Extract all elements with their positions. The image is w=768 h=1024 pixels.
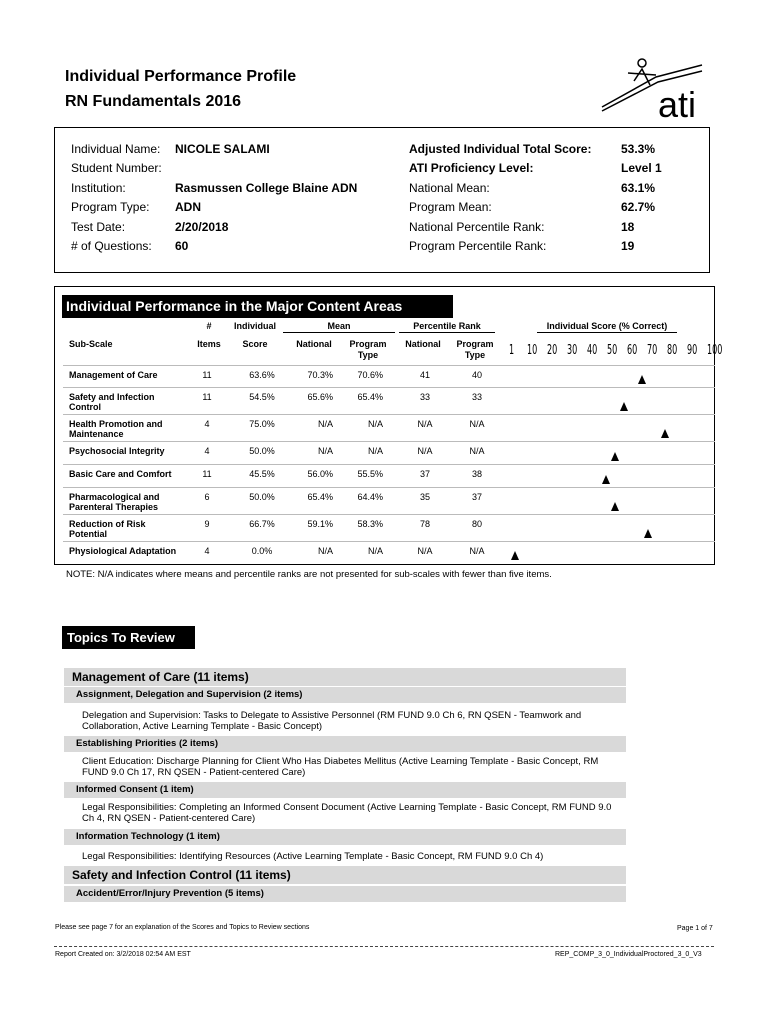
individual-name: NICOLE SALAMI — [175, 142, 270, 156]
pr-program-cell: N/A — [469, 446, 485, 456]
performance-row — [63, 464, 715, 488]
topic-item: Delegation and Supervision: Tasks to Delegate to Assistive Personnel (RM FUND 9.0 Ch 6, RN QSEN - Teamwork and Collaboration, Active Learning Template - Basic Concept) — [82, 710, 582, 732]
info-label: National Mean: — [409, 181, 490, 195]
score-marker — [644, 529, 652, 538]
mean-header: Mean — [283, 321, 395, 333]
info-label: Student Number: — [71, 161, 162, 175]
score-marker — [602, 475, 610, 484]
items-header-top: # — [206, 321, 212, 331]
mean-program-cell: 58.3% — [357, 519, 383, 529]
mean-national-cell: N/A — [317, 419, 333, 429]
items-cell: 9 — [204, 519, 210, 529]
pr-program-header: Program Type — [456, 339, 494, 360]
score-marker — [611, 452, 619, 461]
scale-tick-label: 50 — [607, 343, 618, 358]
pr-national-header: National — [405, 339, 441, 349]
performance-row — [63, 514, 715, 542]
topic-subcategory: Accident/Error/Injury Prevention (5 items) — [64, 886, 626, 902]
pr-national-cell: 41 — [419, 370, 430, 380]
mean-program-cell: 55.5% — [357, 469, 383, 479]
mean-program-header: Program Type — [349, 339, 387, 360]
national-mean: 63.1% — [621, 181, 656, 195]
performance-table — [54, 286, 723, 565]
national-percentile: 18 — [621, 220, 635, 234]
score-cell: 50.0% — [249, 492, 275, 502]
mean-national-cell: 65.4% — [307, 492, 333, 502]
mean-national-cell: 56.0% — [307, 469, 333, 479]
scale-tick-label: 40 — [587, 343, 598, 358]
scale-tick-label: 80 — [667, 343, 678, 358]
total-score: 53.3% — [621, 142, 656, 156]
topic-subcategory: Information Technology (1 item) — [64, 829, 626, 845]
mean-program-cell: 64.4% — [357, 492, 383, 502]
mean-program-cell: N/A — [367, 419, 383, 429]
mean-program-cell: N/A — [367, 546, 383, 556]
performance-row — [63, 387, 715, 415]
pr-program-cell: 40 — [471, 370, 482, 380]
topic-subcategory: Establishing Priorities (2 items) — [64, 736, 626, 752]
institution: Rasmussen College Blaine ADN — [175, 181, 358, 195]
subscale-name: Safety and Infection Control — [69, 392, 155, 412]
info-label: Individual Name: — [71, 142, 161, 156]
na-note: NOTE: N/A indicates where means and percentile ranks are not presented for sub-scales with fewer than five items. — [66, 569, 552, 580]
score-cell: 63.6% — [249, 370, 275, 380]
performance-title: Individual Performance in the Major Content Areas — [62, 295, 453, 318]
report-code: REP_COMP_3_0_IndividualProctored_3_0_V3 — [555, 951, 702, 958]
info-label: Program Mean: — [409, 200, 492, 214]
page-number: Page 1 of 7 — [677, 925, 713, 932]
pr-national-cell: N/A — [417, 446, 433, 456]
score-header-top: Individual — [233, 321, 276, 331]
program-mean: 62.7% — [621, 200, 656, 214]
scale-tick-label: 100 — [707, 343, 723, 358]
mean-program-cell: 70.6% — [357, 370, 383, 380]
subscale-name: Physiological Adaptation — [69, 546, 177, 556]
pr-program-cell: N/A — [469, 546, 485, 556]
score-cell: 54.5% — [249, 392, 275, 402]
ati-logo — [598, 55, 708, 121]
scale-tick-label: 10 — [527, 343, 538, 358]
pr-program-cell: 38 — [471, 469, 482, 479]
footer-explanation: Please see page 7 for an explanation of the Scores and Topics to Review sections — [55, 924, 310, 931]
topic-item: Client Education: Discharge Planning for Client Who Has Diabetes Mellitus (Active Learning Template - Basic Concept, RM FUND 9.0 Ch 17, RN QSEN - Patient-centered Care) — [82, 756, 599, 778]
report-created: Report Created on: 3/2/2018 02:54 AM EST — [55, 951, 191, 958]
mean-national-cell: 59.1% — [307, 519, 333, 529]
pr-national-cell: N/A — [417, 419, 433, 429]
topic-category: Safety and Infection Control (11 items) — [64, 866, 626, 884]
mean-national-cell: N/A — [317, 446, 333, 456]
score-marker — [620, 402, 628, 411]
items-cell: 11 — [202, 370, 212, 380]
scale-tick-label: 90 — [687, 343, 698, 358]
info-label: Test Date: — [71, 220, 126, 234]
footer-divider — [54, 946, 714, 947]
scale-tick-label: 30 — [567, 343, 578, 358]
mean-national-header: National — [296, 339, 332, 349]
pr-program-cell: 33 — [471, 392, 482, 402]
score-marker — [661, 429, 669, 438]
pr-national-cell: N/A — [417, 546, 433, 556]
info-label: National Percentile Rank: — [409, 220, 545, 234]
info-label: # of Questions: — [71, 239, 152, 253]
indiv-score-header: Individual Score (% Correct) — [537, 321, 677, 333]
items-header: Items — [197, 339, 221, 349]
subscale-name: Health Promotion and Maintenance — [69, 419, 163, 439]
performance-row — [63, 414, 715, 442]
items-cell: 6 — [204, 492, 210, 502]
mean-program-cell: N/A — [367, 446, 383, 456]
info-label: Program Percentile Rank: — [409, 239, 547, 253]
score-cell: 50.0% — [249, 446, 275, 456]
subscale-name: Basic Care and Comfort — [69, 469, 172, 479]
question-count: 60 — [175, 239, 189, 253]
performance-row — [63, 487, 715, 515]
performance-row — [63, 365, 715, 388]
percentile-header: Percentile Rank — [399, 321, 495, 333]
logo-text: ati — [658, 84, 697, 121]
report-subtitle: RN Fundamentals 2016 — [65, 93, 242, 110]
scale-tick-label: 1 — [509, 343, 515, 358]
score-cell: 66.7% — [249, 519, 275, 529]
score-cell: 75.0% — [249, 419, 275, 429]
proficiency-level: Level 1 — [621, 161, 662, 175]
subscale-name: Pharmacological and Parenteral Therapies — [69, 492, 160, 512]
score-header: Score — [242, 339, 268, 349]
scale-tick-label: 60 — [627, 343, 638, 358]
performance-row — [63, 441, 715, 465]
topic-subcategory: Assignment, Delegation and Supervision (2 items) — [64, 687, 626, 703]
pr-national-cell: 33 — [419, 392, 430, 402]
subscale-name: Psychosocial Integrity — [69, 446, 165, 456]
pr-national-cell: 78 — [419, 519, 430, 529]
pr-national-cell: 37 — [419, 469, 430, 479]
performance-row — [63, 541, 715, 564]
test-date: 2/20/2018 — [175, 220, 229, 234]
info-label: Program Type: — [71, 200, 150, 214]
info-label: Adjusted Individual Total Score: — [409, 142, 592, 156]
program-percentile: 19 — [621, 239, 635, 253]
mean-program-cell: 65.4% — [357, 392, 383, 402]
program-type: ADN — [175, 200, 201, 214]
scale-tick-label: 70 — [647, 343, 658, 358]
subscale-name: Reduction of Risk Potential — [69, 519, 146, 539]
pr-program-cell: 80 — [471, 519, 482, 529]
topics-title: Topics To Review — [62, 626, 195, 649]
items-cell: 4 — [204, 546, 210, 556]
pr-program-cell: N/A — [469, 419, 485, 429]
topic-item: Legal Responsibilities: Identifying Resources (Active Learning Template - Basic Concept, RM FUND 9.0 Ch 4) — [82, 851, 544, 862]
score-marker — [511, 551, 519, 560]
topic-item: Legal Responsibilities: Completing an Informed Consent Document (Active Learning Template - Basic Concept, RM FUND 9.0 Ch 4, RN QSEN - Patient-centered Care) — [82, 802, 612, 824]
score-marker — [611, 502, 619, 511]
report-title: Individual Performance Profile — [65, 68, 297, 85]
score-cell: 45.5% — [249, 469, 275, 479]
topic-category: Management of Care (11 items) — [64, 668, 626, 686]
score-cell: 0.0% — [251, 546, 273, 556]
info-label: Institution: — [71, 181, 126, 195]
scale-tick-label: 20 — [547, 343, 558, 358]
items-cell: 11 — [202, 392, 212, 402]
mean-national-cell: N/A — [317, 546, 333, 556]
subscale-header: Sub-Scale — [69, 339, 113, 349]
items-cell: 4 — [204, 419, 210, 429]
mean-national-cell: 65.6% — [307, 392, 333, 402]
topic-subcategory: Informed Consent (1 item) — [64, 782, 626, 798]
subscale-name: Management of Care — [69, 370, 158, 380]
score-marker — [638, 375, 646, 384]
mean-national-cell: 70.3% — [307, 370, 333, 380]
student-info-box — [54, 127, 710, 273]
info-label: ATI Proficiency Level: — [409, 161, 534, 175]
pr-program-cell: 37 — [471, 492, 482, 502]
items-cell: 4 — [204, 446, 210, 456]
pr-national-cell: 35 — [419, 492, 430, 502]
items-cell: 11 — [202, 469, 212, 479]
